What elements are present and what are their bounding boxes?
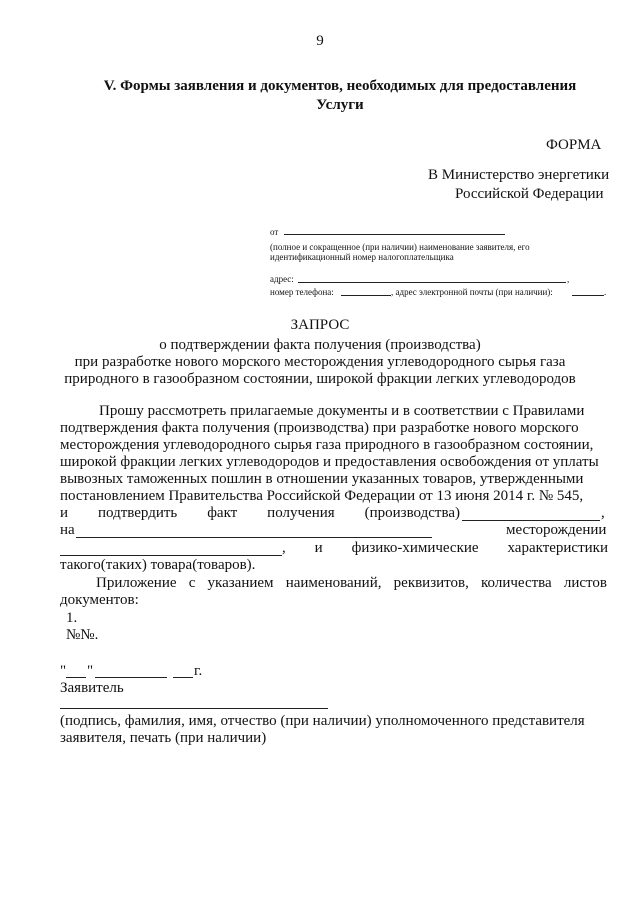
date-month-field[interactable]	[95, 677, 167, 678]
attachment-word: наименований,	[285, 575, 382, 591]
recipient-line1: В Министерство энергетики	[428, 167, 610, 183]
request-title: ЗАПРОС	[290, 317, 350, 333]
request-subtitle-2: при разработке нового морского месторождения углеводородного сырья газа	[74, 354, 566, 370]
product-field[interactable]	[60, 555, 282, 556]
signature-field[interactable]	[60, 708, 328, 709]
recipient-line2: Российской Федерации	[455, 186, 604, 202]
phone-label: номер телефона:	[270, 287, 334, 297]
attachment-word: Приложение	[96, 575, 177, 591]
body-line-9-word: физико-химические	[351, 540, 479, 556]
address-label: адрес:	[270, 274, 294, 284]
phone-field[interactable]	[341, 295, 391, 296]
body-line-7	[60, 505, 460, 522]
body-line-3: месторождения углеводородного сырья газа природного в газообразном состоянии,	[60, 437, 594, 453]
sender-hint-line1: (полное и сокращенное (при наличии) наименование заявителя, его	[270, 242, 530, 252]
body-line-7-word: и	[60, 505, 69, 521]
body-line-7-word: получения	[267, 505, 335, 521]
body-line-7-end: ,	[601, 505, 605, 521]
body-line-8-start: на	[60, 522, 75, 538]
request-subtitle-3: природного в газообразном состоянии, широкой фракции легких углеводородов	[64, 371, 576, 387]
body-line-9-word: ,	[282, 540, 286, 556]
from-label: от	[270, 227, 279, 237]
attachment-item-1: 1.	[66, 610, 78, 626]
body-line-5: вывозных таможенных пошлин в отношении указанных товаров, утвержденными	[60, 471, 584, 487]
email-end: .	[604, 287, 607, 297]
date-quote-close: "	[87, 663, 94, 679]
body-line-10: такого(таких) товара(товаров).	[60, 557, 256, 573]
attachment-word: листов	[563, 575, 607, 591]
body-line-4: широкой фракции легких углеводородов и предоставления освобождения от уплаты	[60, 454, 599, 470]
email-field[interactable]	[572, 295, 604, 296]
date-year-field[interactable]	[173, 677, 193, 678]
body-line-8-end: месторождении	[506, 522, 607, 538]
body-line-9-word: и	[314, 540, 323, 556]
date-quote-open: "	[60, 663, 67, 679]
body-line-9-word: характеристики	[507, 540, 608, 556]
attachment-word: с	[188, 575, 196, 591]
attachment-line-2: документов:	[60, 592, 139, 608]
date-year-suffix: г.	[194, 663, 203, 679]
attachment-line	[96, 575, 607, 592]
section-title-line1: V. Формы заявления и документов, необходимых для предоставления	[103, 78, 577, 94]
body-line-9	[282, 540, 608, 557]
attachment-word: указанием	[207, 575, 274, 591]
date-day-field[interactable]	[66, 677, 86, 678]
body-line-6: постановлением Правительства Российской Федерации от 13 июня 2014 г. № 545,	[60, 488, 584, 504]
address-end: ,	[567, 274, 570, 284]
attachment-item-2: №№.	[66, 627, 99, 643]
attachment-word: количества	[481, 575, 552, 591]
signature-hint-line1: (подпись, фамилия, имя, отчество (при наличии) уполномоченного представителя	[60, 713, 585, 729]
sender-hint-line2: идентификационный номер налогоплательщика	[270, 252, 454, 262]
from-field[interactable]	[284, 234, 505, 235]
body-line-7-word: (производства)	[364, 505, 460, 521]
form-label: ФОРМА	[546, 137, 602, 153]
applicant-label: Заявитель	[60, 680, 124, 696]
deposit-field[interactable]	[76, 537, 432, 538]
section-title-line2: Услуги	[316, 97, 364, 113]
email-label: , адрес электронной почты (при наличии):	[391, 287, 553, 297]
body-line-1: Прошу рассмотреть прилагаемые документы и в соответствии с Правилами	[99, 403, 585, 419]
body-line-7-word: факт	[207, 505, 238, 521]
body-line-7-word: подтвердить	[97, 505, 178, 521]
request-subtitle-1: о подтверждении факта получения (производства)	[159, 337, 481, 353]
page-number: 9	[316, 33, 324, 49]
signature-hint-line2: заявителя, печать (при наличии)	[60, 730, 267, 746]
body-line-2: подтверждения факта получения (производства) при разработке нового морского	[60, 420, 579, 436]
production-field[interactable]	[462, 520, 600, 521]
attachment-word: реквизитов,	[393, 575, 469, 591]
address-field[interactable]	[298, 282, 566, 283]
